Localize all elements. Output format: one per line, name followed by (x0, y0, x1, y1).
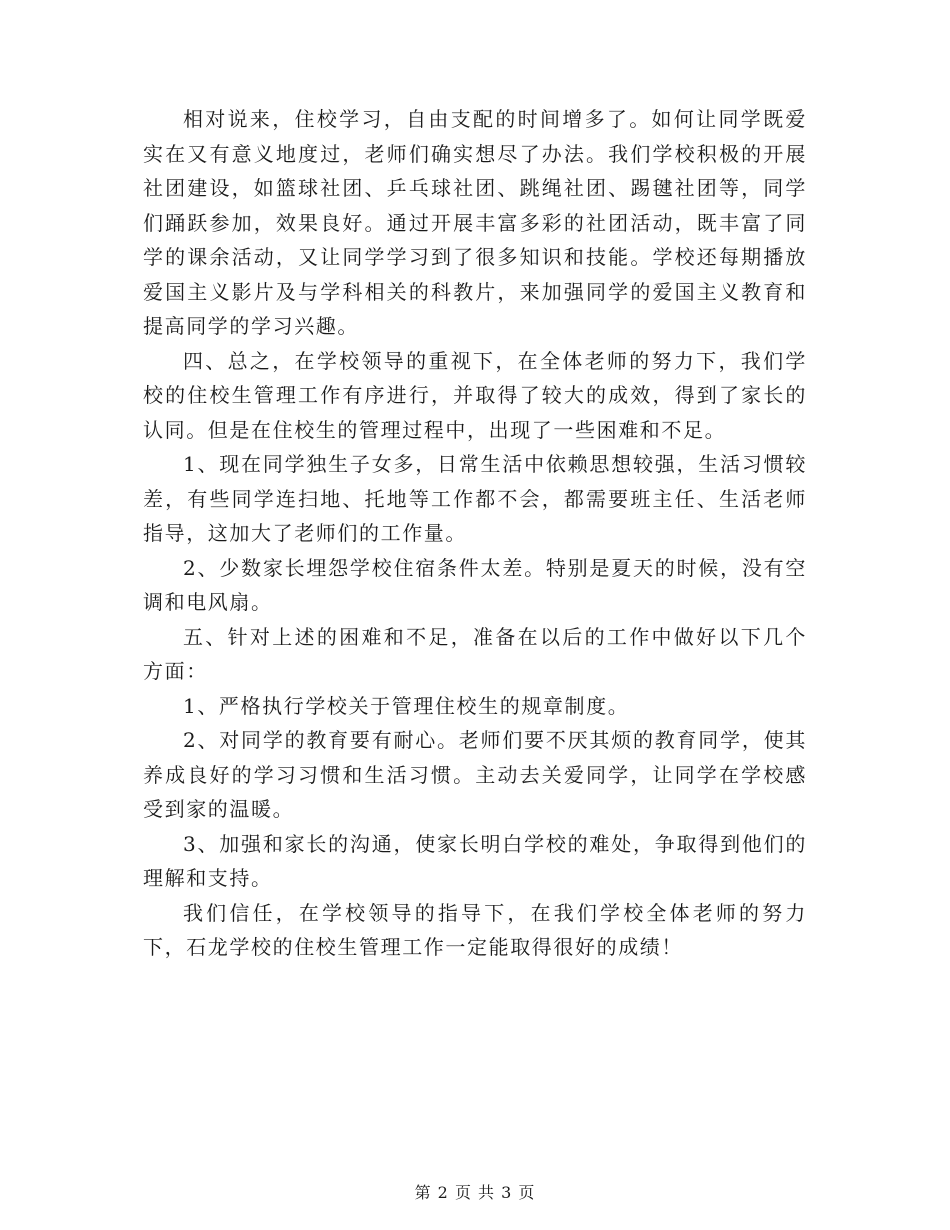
document-body (143, 102, 807, 965)
paragraph-issue-1: 1、现在同学独生子女多，日常生活中依赖思想较强，生活习惯较差，有些同学连扫地、托地等工作都不会，都需要班主任、生活老师指导，这加大了老师们的工作量。 (143, 452, 807, 545)
paragraph-measure-1: 1、严格执行学校关于管理住校生的规章制度。 (183, 693, 630, 718)
page-number-footer: 第 2 页 共 3 页 (414, 1183, 536, 1202)
paragraph-measure-3: 3、加强和家长的沟通，使家长明白学校的难处，争取得到他们的理解和支持。 (143, 831, 807, 890)
paragraph-measure-2: 2、对同学的教育要有耐心。老师们要不厌其烦的教育同学，使其养成良好的学习习惯和生活习惯。主动去关爱同学，让同学在学校感受到家的温暖。 (143, 728, 807, 821)
paragraph-issue-2: 2、少数家长埋怨学校住宿条件太差。特别是夏天的时候，没有空调和电风扇。 (143, 555, 807, 614)
paragraph-section-four: 四、总之，在学校领导的重视下，在全体老师的努力下，我们学校的住校生管理工作有序进行，并取得了较大的成效，得到了家长的认同。但是在住校生的管理过程中，出现了一些困难和不足。 (143, 348, 807, 442)
paragraph-conclusion: 我们信任，在学校领导的指导下，在我们学校全体老师的努力下，石龙学校的住校生管理工作一定能取得很好的成绩！ (143, 900, 807, 959)
paragraph-activities: 相对说来，住校学习，自由支配的时间增多了。如何让同学既爱实在又有意义地度过，老师们确实想尽了办法。我们学校积极的开展社团建设，如篮球社团、乒乓球社团、跳绳社团、踢毽社团等，同学们踊跃参加，效果良好。通过开展丰富多彩的社团活动，既丰富了同学的课余活动，又让同学学习到了很多知识和技能。学校还每期播放爱国主义影片及与学科相关的科教片，来加强同学的爱国主义教育和提高同学的学习兴趣。 (143, 107, 807, 338)
paragraph-section-five: 五、针对上述的困难和不足，准备在以后的工作中做好以下几个方面： (143, 624, 807, 683)
